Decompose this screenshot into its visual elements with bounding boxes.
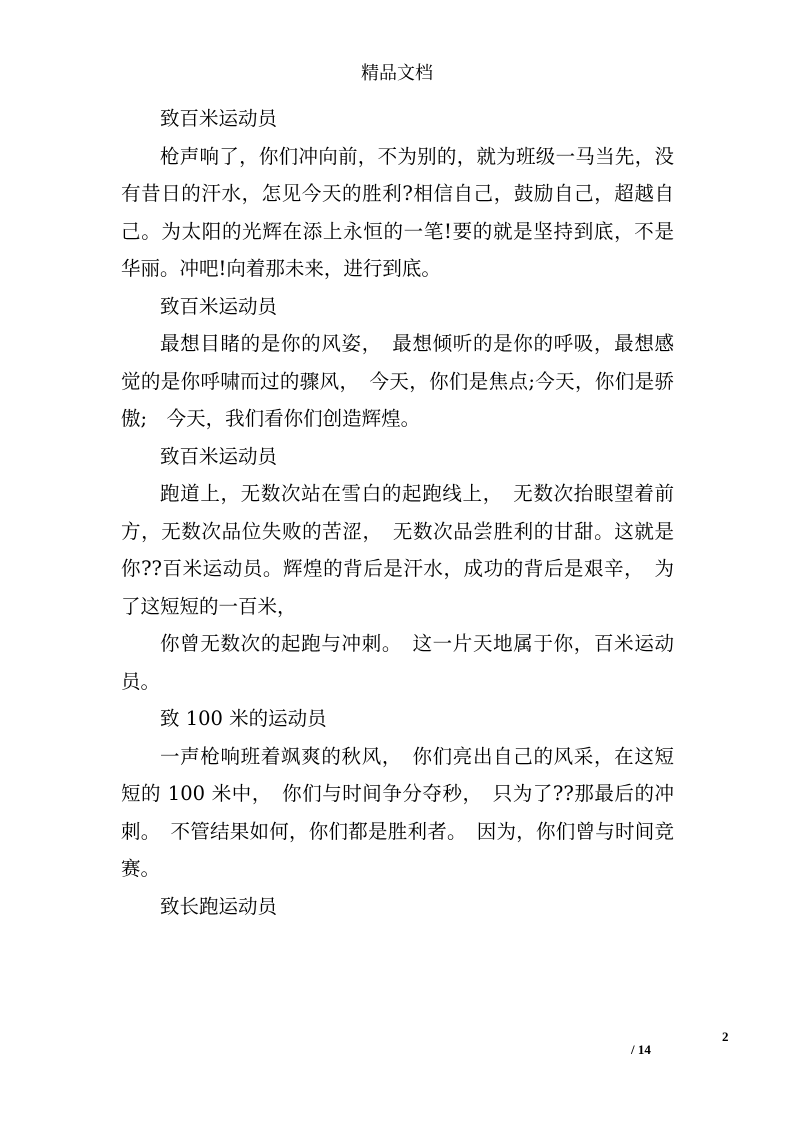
section-heading: 致长跑运动员	[160, 894, 278, 918]
body-paragraph: 一声枪响班着飒爽的秋风， 你们亮出自己的风采，在这短短的 100 米中， 你们与时间争分夺秒， 只为了??那最后的冲刺。 不管结果如何，你们都是胜利者。 因为，你们曾与时间竞赛。	[121, 744, 674, 880]
document-body	[121, 100, 674, 925]
page-header-title: 精品文档	[361, 63, 433, 84]
page-total: / 14	[631, 1042, 651, 1057]
page-number: 2	[722, 1029, 729, 1044]
section-heading: 致百米运动员	[160, 444, 278, 468]
body-paragraph: 跑道上，无数次站在雪白的起跑线上， 无数次抬眼望着前方，无数次品位失败的苦涩， 无数次品尝胜利的甘甜。这就是你??百米运动员。辉煌的背后是汗水，成功的背后是艰辛， 为了这短短的一百米，	[121, 482, 674, 618]
body-paragraph: 最想目睹的是你的风姿， 最想倾听的是你的呼吸，最想感觉的是你呼啸而过的骤风， 今天，你们是焦点;今天，你们是骄傲; 今天，我们看你们创造辉煌。	[121, 332, 674, 430]
section-heading: 致百米运动员	[160, 107, 278, 130]
section-heading: 致百米运动员	[160, 294, 278, 318]
body-paragraph: 你曾无数次的起跑与冲刺。 这一片天地属于你，百米运动员。	[121, 632, 674, 693]
section-heading: 致 100 米的运动员	[160, 707, 327, 730]
body-paragraph: 枪声响了，你们冲向前，不为别的，就为班级一马当先，没有昔日的汗水，怎见今天的胜利?相信自己，鼓励自己，超越自己。为太阳的光辉在添上永恒的一笔!要的就是坚持到底，不是华丽。冲吧!向着那未来，进行到底。	[121, 144, 674, 280]
